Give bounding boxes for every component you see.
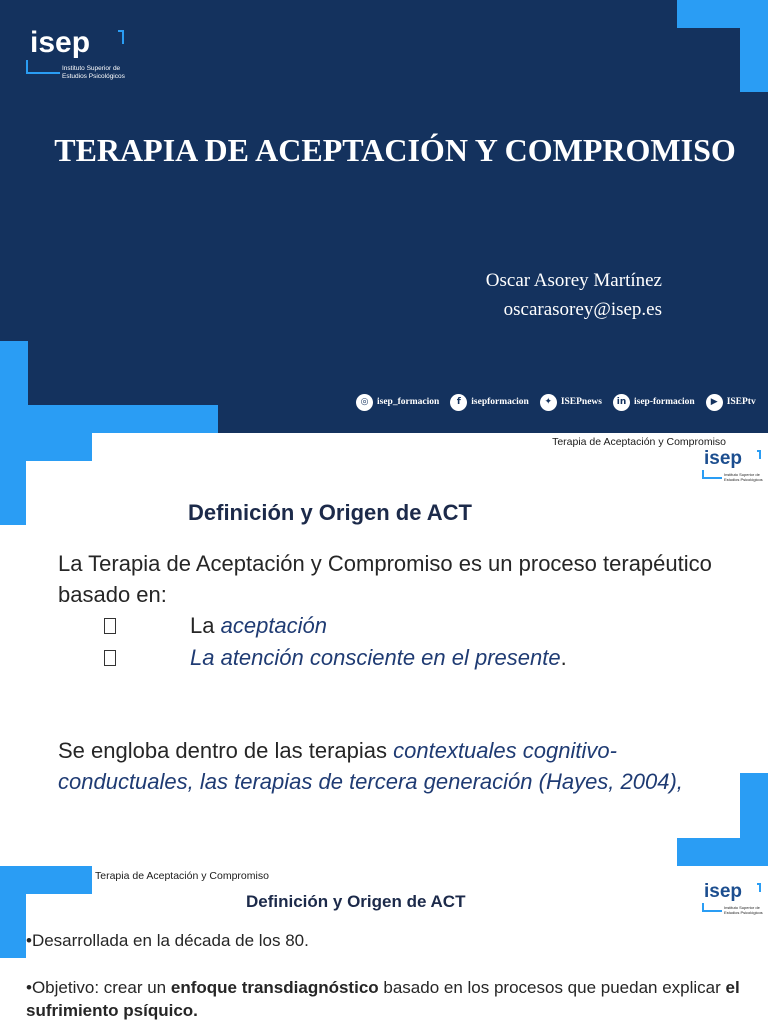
isep-logo [702,448,762,490]
logo-tagline: Instituto Superior de Estudios Psicológicos [724,472,763,482]
list-item [104,642,567,674]
objective-text [26,976,746,1022]
definition-slide [0,433,768,866]
author-email: oscarasorey@isep.es [503,299,662,320]
social-label: isep_formacion [377,397,440,407]
social-linkedin[interactable] [613,394,695,411]
logo-bracket [757,450,761,459]
corner-decoration [0,866,26,958]
corner-decoration [677,838,768,866]
author-block [486,266,662,324]
instagram-icon: ◎ [356,394,373,411]
logo-tagline: Instituto Superior de Estudios Psicológicos [724,905,763,915]
intro-paragraph: La Terapia de Aceptación y Compromiso es un proceso terapéutico basado en: [58,551,712,607]
logo-tagline: Instituto Superior de Estudios Psicológicos [62,65,125,80]
youtube-icon: ▶ [706,394,723,411]
bold-text-run: enfoque transdiagnóstico [170,978,379,997]
author-name: Oscar Asorey Martínez [485,270,662,291]
social-facebook[interactable] [450,394,529,411]
social-links [356,392,767,412]
list-item [104,610,567,642]
social-label: ISEPtv [726,397,756,407]
logo-bracket [26,60,60,74]
bullet-text: . [560,645,567,670]
social-youtube[interactable] [706,394,756,411]
linkedin-icon: in [613,394,630,411]
isep-logo [26,26,126,96]
bullet-text: •Desarrollada en la década de los 80. [26,931,309,950]
bullet-icon [104,618,116,634]
text-run: •Objetivo: crear un [26,978,171,997]
logo-word: isep [704,448,743,469]
facebook-icon: f [450,394,467,411]
logo-word: isep [704,881,743,902]
title-slide [0,0,768,433]
context-paragraph [58,735,738,797]
slide-header: Terapia de Aceptación y Compromiso [552,436,726,448]
social-label: isepformacion [471,397,529,407]
logo-word: isep [30,26,91,59]
social-twitter[interactable] [540,394,602,411]
social-instagram[interactable] [356,394,439,411]
bullet-italic-text: La atención consciente en el presente [190,645,561,670]
presentation-title: TERAPIA DE ACEPTACIÓN Y COMPROMISO [54,132,736,168]
bold-text-run: el sufrimiento psíquico. [26,978,740,1020]
corner-decoration [0,433,26,525]
logo-bracket [118,30,124,44]
slide-header: Terapia de Aceptación y Compromiso [95,870,269,882]
bullet-list [104,610,567,674]
logo-bracket [702,470,722,479]
social-label: isep-formacion [634,397,695,407]
corner-decoration [0,405,218,433]
slide-title: Definición y Origen de ACT [246,892,466,911]
paragraph-text: Se engloba dentro de las terapias [58,738,394,763]
bullet-icon [104,650,116,666]
origin-slide [0,866,768,1024]
logo-bracket [702,903,722,912]
paragraph-italic-text: contextuales cognitivo-conductuales, las terapias de tercera generación (Hayes, 2004), [58,738,683,794]
slide-title: Definición y Origen de ACT [188,500,472,525]
bullet-text: La [190,613,215,638]
social-label: ISEPnews [560,397,602,407]
corner-decoration [740,0,768,92]
twitter-icon: ✦ [540,394,557,411]
logo-bracket [757,883,761,892]
isep-logo [702,881,762,923]
bullet-italic-text: aceptación [220,613,328,638]
text-run: basado en los procesos que puedan explicar [378,978,726,997]
